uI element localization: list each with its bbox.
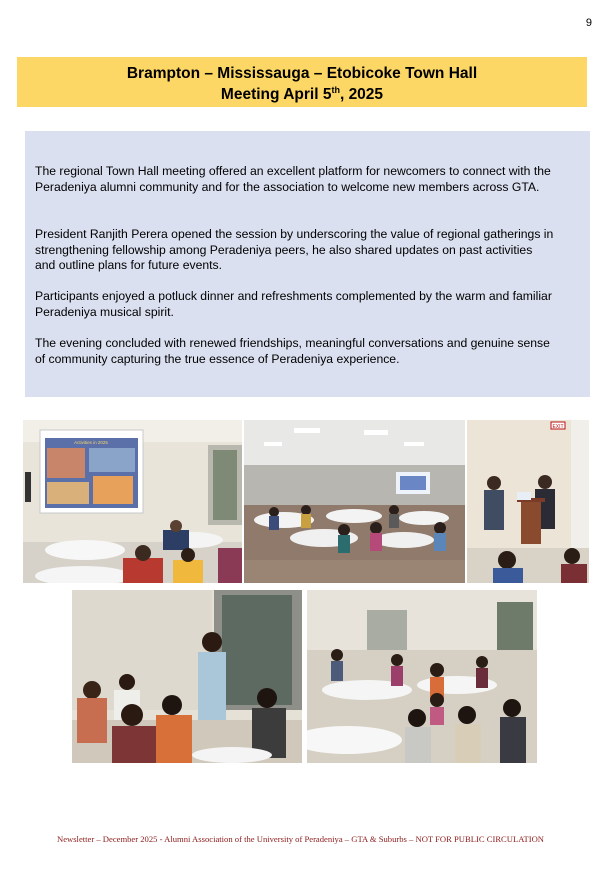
paragraph-4: The evening concluded with renewed friendships, meaningful conversations and genuine sense of community capturing the true essence of Peradeniya experience. bbox=[35, 336, 550, 366]
photo-hall-audience bbox=[244, 420, 465, 583]
paragraph-1: The regional Town Hall meeting offered an excellent platform for newcomers to connect with the Peradeniya alumni community and for the association to welcome new members across GTA. bbox=[35, 164, 551, 194]
footer: Newsletter – December 2025 - Alumni Association of the University of Peradeniya – GTA & Suburbs – NOT FOR PUBLIC CIRCULATION bbox=[56, 834, 545, 844]
slide-heading: Activities in 2025 bbox=[74, 440, 108, 445]
page-number: 9 bbox=[585, 17, 592, 29]
title-line-2-text: Meeting April 5 bbox=[220, 86, 332, 103]
exit-sign-text: EXIT bbox=[552, 424, 564, 430]
title-superscript: th bbox=[331, 85, 340, 95]
title-line-2 bbox=[221, 86, 383, 103]
title-line-2-year: , 2025 bbox=[339, 86, 384, 103]
photo-dinner-tables bbox=[307, 590, 537, 763]
paragraph-3: Participants enjoyed a potluck dinner and refreshments complemented by the warm and familiar Peradeniya musical spirit. bbox=[35, 289, 552, 319]
article-text-box bbox=[25, 131, 590, 397]
paragraph-2: President Ranjith Perera opened the session by underscoring the value of regional gatherings in strengthening fellowship among Peradeniya peers, he also shared updates on past activities and outline plans for future events. bbox=[35, 227, 554, 272]
photo-presentation-screen bbox=[23, 420, 242, 583]
title-line-1: Brampton – Mississauga – Etobicoke Town Hall bbox=[126, 65, 478, 82]
photo-woman-speaking bbox=[72, 590, 302, 763]
photo-speakers-podium bbox=[467, 420, 589, 583]
title-banner bbox=[17, 57, 587, 107]
